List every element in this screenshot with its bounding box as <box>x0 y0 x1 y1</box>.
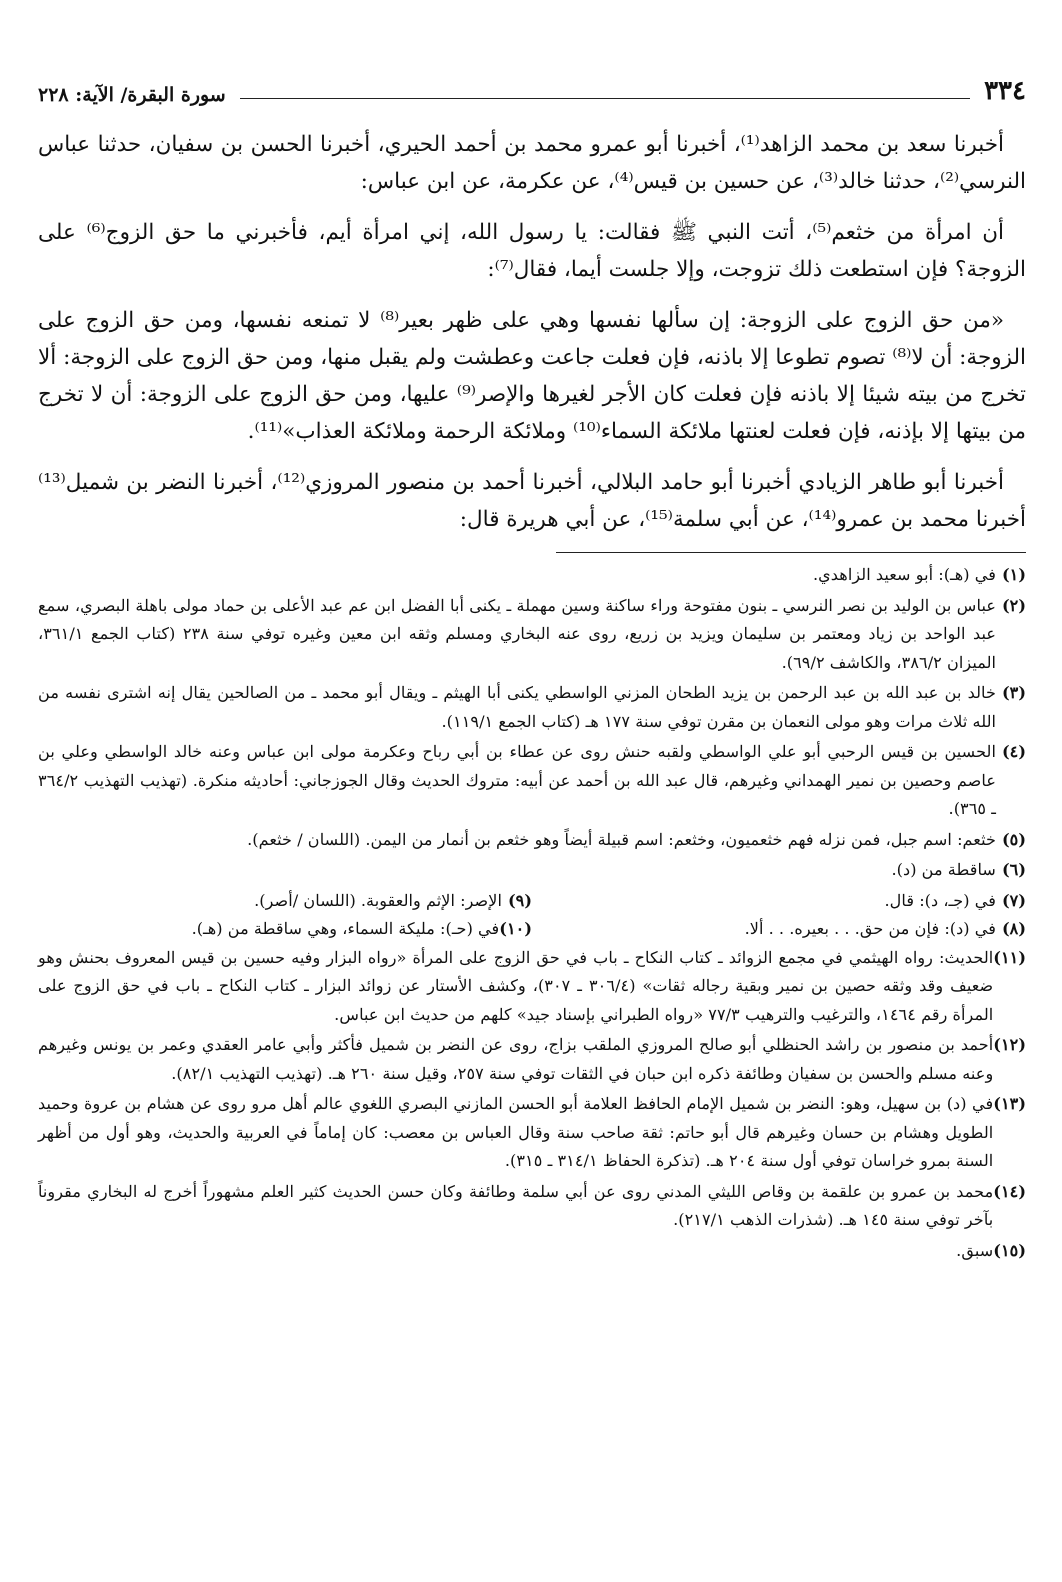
page <box>38 72 1026 1267</box>
footnote-number: (٥) <box>1001 829 1026 849</box>
footnote-pair <box>38 887 1026 916</box>
paragraph: أن امرأة من خثعم⁽⁵⁾، أتت النبي ﷺ فقالت: يا رسول الله، إني امرأة أيم، فأخبرني ما حق الزوج⁽⁶⁾ على الزوجة؟ فإن استطعت ذلك تزوجت، وإلا جلست أيما، فقال⁽⁷⁾: <box>38 220 1026 282</box>
footnote-number: (٦) <box>1001 860 1026 879</box>
footnote <box>38 826 1026 855</box>
footnote-text: خثعم: اسم جبل، فمن نزله فهم خثعميون، وخثعم: اسم قبيلة أيضاً وهو خثعم بن أنمار من اليمن. (اللسان / خثعم). <box>247 829 996 849</box>
footnote-text: في (جـ، د): قال. <box>884 890 996 910</box>
footnote-text: خالد بن عبد الله بن عبد الرحمن بن يزيد الطحان المزني الواسطي يكنى أبا الهيثم ـ ويقال أبو محمد ـ من الصالحين يقال إنه اشترى نفسه من الله ثلاث مرات وهو مولى النعمان بن مقرن توفي سنة ١٧٧ هـ (كتاب الجمع ١١٩/١). <box>38 683 996 731</box>
footnote-text: الحسين بن قيس الرحبي أبو علي الواسطي ولقبه حنش روى عن عطاء بن أبي رباح وعكرمة مولى ابن عباس وعنه خالد الواسطي وعلي بن عاصم وحصين بن نمير الهمداني وغيرهم، قال عبد الله بن أحمد عن أبيه: متروك الحديث وقال الجوزجاني: أحاديثه منكرة. (تهذيب التهذيب ٣٦٤/٢ ـ ٣٦٥). <box>38 742 996 818</box>
footnote-number: (١١) <box>993 947 1026 967</box>
footnote <box>38 561 1026 590</box>
footnote <box>38 738 1026 824</box>
paragraph: أخبرنا سعد بن محمد الزاهد⁽¹⁾، أخبرنا أبو عمرو محمد بن أحمد الحيري، أخبرنا الحسن بن سفيان، حدثنا عباس النرسي⁽²⁾، حدثنا خالد⁽³⁾، عن حسين بن قيس⁽⁴⁾، عن عكرمة، عن ابن عباس: <box>38 132 1026 194</box>
footnote-text: الحديث: رواه الهيثمي في مجمع الزوائد ـ كتاب النكاح ـ باب في حق الزوج على المرأة «رواه البزار وفيه حسين بن قيس المعروف بحنش وهو ضعيف وقد وثقه حصين بن نمير وبقية رجاله ثقات» (٣٠٦/٤ ـ ٣٠٧)، وكشف الأستار عن زوائد البزار ـ كتاب النكاح ـ باب في حق الزوج على المرأة رقم ١٤٦٤، والترغيب والترهيب ٧٧/٣ «رواه الطبراني بإسناد جيد» كلهم من حديث ابن عباس. <box>38 947 994 1024</box>
footnote <box>532 887 1026 916</box>
paragraph: «من حق الزوج على الزوجة: إن سألها نفسها وهي على ظهر بعير⁽⁸⁾ لا تمنعه نفسها، ومن حق الزوج على الزوجة: أن لا⁽⁸⁾ تصوم تطوعا إلا باذنه، فإن فعلت جاعت وعطشت ولم يقبل منها، ومن حق الزوج على الزوجة: ألا تخرج من بيته شيئا إلا باذنه فإن فعلت كان الأجر لغيرها والإصر⁽⁹⁾ عليها، ومن حق الزوج على الزوجة: أن لا تخرج من بيتها إلا بإذنه، فإن فعلت لعنتها ملائكة السماء⁽¹⁰⁾ وملائكة الرحمة وملائكة العذاب»⁽¹¹⁾. <box>38 308 1027 444</box>
running-header <box>38 72 1026 106</box>
footnote-number: (٢) <box>1001 595 1026 615</box>
main-text <box>38 126 1026 538</box>
footnote <box>38 887 532 916</box>
footnote-text: محمد بن عمرو بن علقمة بن وقاص الليثي المدني روى عن أبي سلمة وطائفة وكان حسن الحديث كثير العلم مشهوراً أخرج له البخاري مقروناً بآخر توفي سنة ١٤٥ هـ. (شذرات الذهب ٢١٧/١). <box>38 1181 994 1229</box>
footnote <box>38 915 532 944</box>
footnote-number: (٣) <box>1001 683 1026 702</box>
footnote-text: في (حـ): مليكة السماء، وهي ساقطة من (هـ). <box>191 919 500 938</box>
footnote <box>38 856 1026 885</box>
footnote-text: سبق. <box>956 1240 994 1260</box>
footnote <box>532 915 1026 944</box>
footnote-number: (٨) <box>1001 919 1026 938</box>
footnote-number: (١) <box>1001 565 1026 584</box>
footnote <box>38 679 1026 736</box>
surah-title: سورة البقرة/ الآية: ٢٢٨ <box>38 84 226 106</box>
footnote-number: (١٥) <box>993 1240 1026 1260</box>
footnote-number: (٧) <box>1001 890 1026 910</box>
footnote-text: في (د) بن سهيل، وهو: النضر بن شميل الإمام الحافظ العلامة أبو الحسن المازني البصري اللغوي عالم أهل مرو روى عن هشام بن عروة وحميد الطويل وهشام بن حسان وغيرهم قال أبو حاتم: ثقة صاحب سنة وقال العباس بن معصب: كان إماماً في العربية والحديث، وهو أول من أظهر السنة بمرو خراسان توفي أول سنة ٢٠٤ هـ. (تذكرة الحفاظ ٣١٤/١ ـ ٣١٥). <box>38 1094 994 1170</box>
footnote-text: في (د): فإن من حق. . . بعيره. . . ألا. <box>744 919 996 938</box>
footnote-text: أحمد بن منصور بن راشد الحنظلي أبو صالح المروزي الملقب بزاج، روى عن النضر بن شميل فأكثر وأبي عامر العقدي وعمر بن يونس وغيرهم وعنه مسلم والحسن بن سفيان وطائفة ذكره ابن حبان في الثقات توفي سنة ٢٥٧، وقيل سنة ٢٦٠ هـ. (تهذيب التهذيب ٨٢/١). <box>38 1035 994 1083</box>
footnote-text: عباس بن الوليد بن نصر النرسي ـ بنون مفتوحة وراء ساكنة وسين مهملة ـ يكنى أبا الفضل ابن عم عبد الأعلى بن حماد مولى باهلة البصري، سمع عبد الواحد بن زياد ومعتمر بن سليمان ويزيد بن زريع، روى عنه البخاري ومسلم وثقه ابن معين وغيره توفي سنة ٢٣٨ (كتاب الجمع ٣٦١/١، الميزان ٣٨٦/٢، والكاشف ٦٩/٢). <box>38 595 996 672</box>
footnote <box>38 944 1026 1030</box>
footnote <box>38 1178 1026 1235</box>
footnote-number: (٩) <box>507 890 532 910</box>
footnotes <box>38 561 1026 1265</box>
footnote-number: (٤) <box>1001 742 1026 761</box>
paragraph: أخبرنا أبو طاهر الزيادي أخبرنا أبو حامد البلالي، أخبرنا أحمد بن منصور المروزي⁽¹²⁾، أخبرنا النضر بن شميل⁽¹³⁾ أخبرنا محمد بن عمرو⁽¹⁴⁾، عن أبي سلمة⁽¹⁵⁾، عن أبي هريرة قال: <box>38 470 1026 532</box>
footnote <box>38 1237 1026 1266</box>
footnote-pair <box>38 915 1026 944</box>
footnote-number: (١٢) <box>993 1035 1026 1054</box>
footnote-text: في (هـ): أبو سعيد الزاهدي. <box>812 565 996 584</box>
footnote-number: (١٤) <box>993 1181 1026 1201</box>
footnote <box>38 1031 1026 1088</box>
footnote-number: (١٠) <box>499 919 532 938</box>
footnote <box>38 592 1026 678</box>
footnote-divider <box>556 552 1026 553</box>
footnote-text: الإصر: الإثم والعقوبة. (اللسان /أصر). <box>254 890 502 910</box>
footnote <box>38 1090 1026 1176</box>
footnote-number: (١٣) <box>993 1094 1026 1113</box>
page-number: ٣٣٤ <box>984 76 1026 106</box>
header-rule <box>240 98 970 99</box>
footnote-text: ساقطة من (د). <box>891 860 996 879</box>
